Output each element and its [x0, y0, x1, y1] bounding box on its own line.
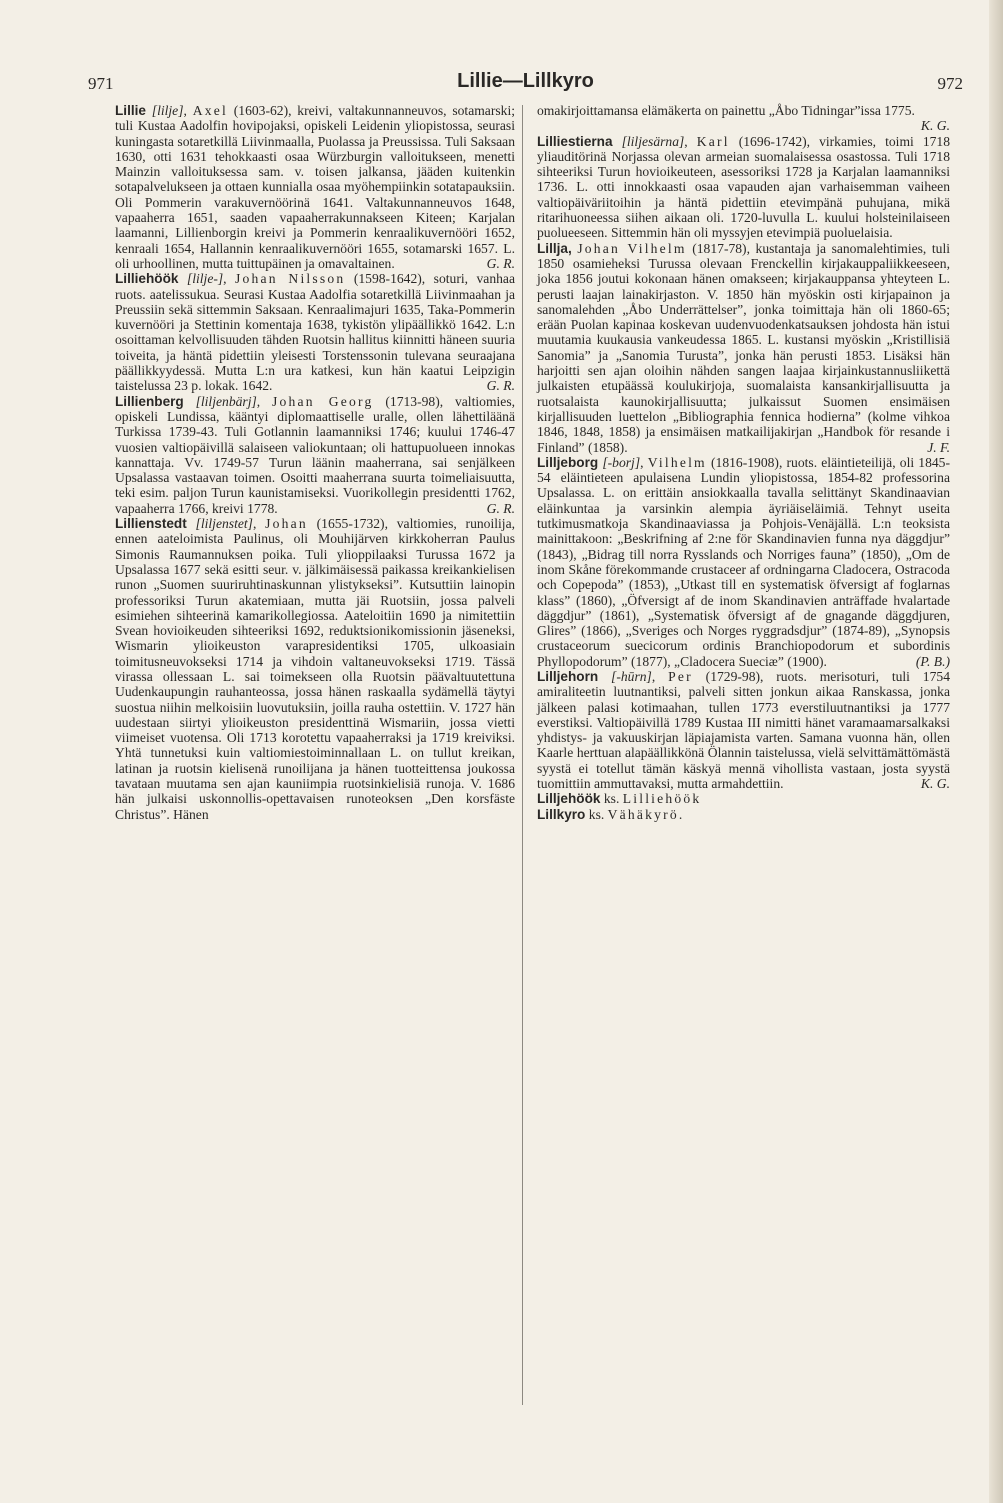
- entry-text: (1729-98), ruots. merisoturi, tuli 1754 amiraliteetin luutnantiksi, palveli sitten jonkun aikaa Ranskassa, jonka jälkeen palasi kotimaahan, tullen 1773 everstiluutnantiksi ja 1777 everstiksi. Valtiopäivillä 1789 Kustaa III nimitti hänet varamaamarsalkaksi yhdistys- ja vakuuskirjan läpiajamista varten. Samana vuonna hän, ollen Kaarle herttuan alapäällikkönä Ölannin taistelussa, vielä selvittämättömästä syystä ei totellut tämän käskyä mennä vihollista vastaan, josta syystä tuomittiin ammuttavaksi, mutta armahdettiin.: [537, 668, 950, 792]
- entry-text: (1816-1908), ruots. eläintieteilijä, oli 1845-54 eläintieteen apulaisena Lundin yliopistossa, 1854-82 professorina Upsalassa. L. on erittäin ansiokkaalla tavalla selittänyt Skandinaavian eläinkuntaa ja varsinkin alempia äyriäiseläimiä. Tehnyt useita tutkimusmatkoja Skandinaaviassa ja Pohjois-Venäjällä. L:n teoksista mainittakoon: „Beskrifning af 2:ne för Skandinavien funna nya däggdjur” (1843), „Bidrag till norra Rysslands och Norriges fauna” (1850), „Om de inom Skåne förekommande crustaceer af ordningarna Cladocera, Ostracoda och Copepoda” (1853), „Utkast till en systematisk öfversigt af foglarnas klass” (1860), „Öfversigt af de inom Skandinavien anträffade hvalartade däggdjur” (1861), „Systematisk öfversigt af de gnagande däggdjuren, Glires” (1866), „Sveriges och Norges ryggradsdjur” (1874-89), „Synopsis crustaceorum suecicorum ordinis Branchiopodorum et subordinis Phyllopodorum” (1877), „Cladocera Sueciæ” (1900).: [537, 454, 950, 669]
- entry-pronunciation: [lilje]: [151, 103, 184, 118]
- dictionary-entry: Lilliehöök [lilje-], Johan Nilsson (1598-1642), soturi, vanhaa ruots. aatelissukua. Seurasi Kustaa Aadolfia sotaretkillä Liivinmaahan ja Preussiin sekä sittemmin Saksaan. Kenraalimajuri 1635, Taka-Pommerin kuvernööri ja Stettinin komentaja 1638, tykistön ylipäällikkö 1642. L:n osoittaman kelvollisuuden tähden Ruotsin hallitus kiinnitti häneen suuria toiveita, ja häntä pidettiin yleisesti Torstenssonin tulevana seuraajana päällikkyydessä. Mutta L:n ura katkesi, kun hän kaatui Leipzigin taistelussa 23 p. lokak. 1642. G. R.: [115, 271, 515, 394]
- page-edge: [989, 0, 1003, 1503]
- entry-text: (1598-1642), soturi, vanhaa ruots. aatelissukua. Seurasi Kustaa Aadolfia sotaretkillä Liivinmaahan ja Preussiin sekä sittemmin Saksaan. Kenraalimajuri 1635, Taka-Pommerin kuvernööri ja Stettinin komentaja 1638, tykistön ylipäällikkö 1642. L:n osoittaman kelvollisuuden tähden Ruotsin hallitus kiinnitti häneen suuria toiveita, ja häntä pidettiin yleisesti Torstenssonin tulevana seuraajana päällikkyydessä. Mutta L:n ura katkesi, kun hän kaatui Leipzigin taistelussa 23 p. lokak. 1642.: [115, 271, 515, 394]
- dictionary-entry: Lillienstedt [liljenstet], Johan (1655-1732), valtiomies, runoilija, ennen aateloimista Paulinus, oli Mouhijärven kirkkoherran Paulus Simonis Raumannuksen poika. Tuli ylioppilaaksi Turussa 1672 ja Upsalassa 1677 sekä esitti seur. v. jälkimäisessä paikassa kreikankielisen runon „Suomen suuriruhtinaskunnan ylistykseksi”. Kutsuttiin lainopin professoriksi Turun akatemiaan, mutta jäi Ruotsiin, jossa palveli esimiehen sihteerinä kamarikollegiossa. Aateloitiin 1690 ja nimitettiin Svean hovioikeuden sihteeriksi 1692, reduktsionikomissionin jäseneksi, Wismarin ylioikeuston varapresidentiksi 1705, ulkoasiain toimitusneuvokseksi 1714 ja vihdoin valtaneuvokseksi 1719. Tässä virassa ollessaan L. sai toimekseen olla Ruotsin päävaltuutettuna Uudenkaupungin rauhanteossa, jossa hänen raskaalla sydämellä täytyi suostua niihin melkoisiin luovutuksiin, joilla rauha ostettiin. V. 1727 hän uudestaan siirtyi ylioikeuston presidenttinä Wismariin, jossa vietti viimeiset vuotensa. Oli 1713 korotettu vapaaherraksi ja 1719 kreiviksi. Yhtä tunnetuksi kuin valtiomiestoiminnallaan L. on tullut kreikan, latinan ja ruotsin kielisenä runoilijana ja hänen tuotteittensa joukossa tavataan muutama sen ajan kauniimpia ruotsinkielisiä runoja. V. 1686 hän julkaisi uskonnollis-opettavaisen runoteoksen „Den korsfäste Christus”. Hänen: [115, 516, 515, 822]
- entry-person-name: Axel: [192, 103, 228, 118]
- entry-signature: (P. B.): [915, 653, 950, 669]
- entry-text: omakirjoittamansa elämäkerta on painettu „Åbo Tidningar”issa 1775.: [537, 103, 915, 118]
- entry-headword: Lilljehöök: [537, 791, 601, 807]
- entry-headword: Lillienstedt: [115, 516, 187, 532]
- dictionary-entry: [537, 791, 950, 806]
- entry-signature: G. R.: [486, 378, 515, 394]
- entry-text: (1817-78), kustantaja ja sanomalehtimies, tuli 1850 osamieheksi Turussa olevaan Frenckellin kirjakauppaliikkeeseen, joka 1856 joutui kokonaan hänen omakseen; kirjakauppansa yhteyteen L. perusti laajan lainakirjaston. V. 1850 hän myöskin osti kirjapainon ja sanomalehden „Åbo Underrättelser”, jonka toimittaja hän oli 1860-65; erään Puolan kapinaa koskevan uudenvuodenkatsauksen johdosta hän istui muutamia kuukausia vankeudessa 1865. L. kustansi myöskin „Kristillisiä Sanomia” ja „Sanomia Turusta”, jonka hän perusti 1853. Lisäksi hän harjoitti sen ajan oloihin nähden sangen laajaa kirjainkustannusliikettä julkaisten etupäässä koulukirjoja, suomalaista kansankirjallisuutta ja ruotsalaista kaunokirjallisuutta; julkaissut Suomen ensimäisen kirjallisuuden luettelon „Bibliographia fennica hodierna” (kolme vihkoa 1846, 1848, 1858) ja ensimäisen matkailijakirjan „Handbok för resande i Finland” (1858).: [537, 240, 951, 455]
- entry-person-name: Per: [668, 668, 693, 684]
- entry-pronunciation: [liljenstet]: [195, 516, 253, 532]
- entry-signature: K. G.: [920, 776, 950, 792]
- dictionary-entry: Lilljehorn [-hūrn], Per (1729-98), ruots. merisoturi, tuli 1754 amiraliteetin luutnantiksi, palveli sitten jonkun aikaa Ranskassa, jonka jälkeen palasi kotimaahan, tullen 1773 everstiluutnantiksi ja 1777 everstiksi. Valtiopäivillä 1789 Kustaa III nimitti hänet varamaamarsalkaksi yhdistys- ja vakuuskirjan läpiajamista varten. Samana vuonna hän, ollen Kaarle herttuan alapäällikkönä Ölannin taistelussa, vielä selvittämättömästä syystä ei totellut tämän käskyä mennä vihollista vastaan, josta syystä tuomittiin ammuttavaksi, mutta armahdettiin. K. G.: [537, 668, 950, 792]
- page-number-left: 971: [88, 74, 114, 93]
- dictionary-entry: [537, 241, 950, 455]
- right-column: [537, 103, 950, 822]
- dictionary-entry: Lillie [lilje], Axel (1603-62), kreivi, valtakunnanneuvos, sotamarski; tuli Kustaa Aadolfin hovipojaksi, opiskeli Leidenin yliopistossa, seurasi kuningasta sotaretkillä Liivinmaalla, Puolassa ja Preussissa. Tuli Saksaan 1630, otti 1631 tehokkaasti osaa Würzburgin valloitukseen, menetti Mainzin valloituksessa sam. v. toisen jalkansa, jääden kuitenkin sotapalvelukseen ja ottaen kunnialla osaa myöhempiinkin sotatapauksiin. Oli Pommerin varakuvernöörinä 1641. Valtakunnanneuvos 1648, vapaaherra 1651, saaden vapaaherrakunnakseen Kiteen; Karjalan laamanni, Lillienborgin kreivi ja Pommerin kenraalikuvernööri 1652, kenraali 1654, Hallannin kenraalikuvernööri 1655, sotamarski 1657. L. oli urhoollinen, mutta tuittupäinen ja omavaltainen. G. R.: [115, 103, 516, 271]
- entry-headword: Lillkyro: [537, 806, 586, 822]
- dictionary-entry: Lilliestierna [liljesärna], Karl (1696-1742), virkamies, toimi 1718 yliauditörinä Norjassa olevan armeian suomalaisessa osastossa. Tuli 1718 sihteeriksi Turun hovioikeuteen, asessoriksi 1728 ja Karjalan laamanniksi 1736. L. otti innokkaasti osaa vapauden ajan varhaisemman vaiheen valtiopäiväriitoihin ja häntä pidettiin etevimpänä puhujana, mikä ritarihuoneessa siihen aikaan oli. 1720-luvulla L. kuului holsteinilaiseen puolueeseen. Sittemmin hän oli myssyjen etevimpiä puoluelaisia.: [537, 133, 951, 241]
- cross-reference: Lilliehöök: [622, 791, 702, 807]
- dictionary-entry: [537, 103, 950, 134]
- entry-headword: Lillienberg: [115, 393, 184, 409]
- entry-signature: G. R.: [486, 500, 515, 516]
- page-header: [88, 68, 963, 98]
- entry-text: ks.: [603, 791, 623, 807]
- entry-text: ks.: [588, 806, 608, 822]
- entry-signature: K. G.: [920, 118, 950, 134]
- entry-headword: Lilljeborg: [537, 454, 599, 470]
- entry-headword: Lillja,: [537, 240, 572, 256]
- entry-person-name: Vilhelm: [647, 454, 707, 470]
- page-number-right: 972: [937, 74, 963, 93]
- dictionary-entry: Lilljeborg [-borj], Vilhelm (1816-1908), ruots. eläintieteilijä, oli 1845-54 eläintieteen apulaisena Lundin yliopistossa, 1854-82 professorina Upsalassa. L. on erittäin ansiokkaalla tavalla selittänyt Skandinaavian eläinkuntaa ja varsinkin alempia äyriäiseläimiä. Tehnyt useita tutkimusmatkoja Skandinaaviassa ja Pohjois-Venäjällä. L:n teoksista mainittakoon: „Beskrifning af 2:ne för Skandinavien funna nya däggdjur” (1843), „Bidrag till norra Rysslands och Norriges fauna” (1850), „Om de inom Skåne förekommande crustaceer af ordningarna Cladocera, Ostracoda och Copepoda” (1853), „Utkast till en systematisk öfversigt af foglarnas klass” (1860), „Öfversigt af de inom Skandinavien anträffade hvalartade däggdjur” (1861), „Systematisk öfversigt af de gnagande däggdjuren, Glires” (1866), „Sveriges och Norges ryggradsdjur” (1874-89), „Synopsis crustaceorum suecicorum ordinis Branchiopodorum et subordinis Phyllopodorum” (1877), „Cladocera Sueciæ” (1900). (P. B.): [537, 454, 950, 669]
- entry-headword: Lillie: [115, 103, 146, 118]
- left-column: [115, 103, 515, 822]
- entry-pronunciation: [liljesärna]: [621, 133, 685, 149]
- entry-text: (1696-1742), virkamies, toimi 1718 yliauditörinä Norjassa olevan armeian suomalaisessa osastossa. Tuli 1718 sihteeriksi Turun hovioikeuteen, asessoriksi 1728 ja Karjalan laamanniksi 1736. L. otti innokkaasti osaa vapauden ajan varhaisemman vaiheen valtiopäiväriitoihin ja häntä pidettiin etevimpänä puhujana, mikä ritarihuoneessa siihen aikaan oli. 1720-luvulla L. kuului holsteinilaiseen puolueeseen. Sittemmin hän oli myssyjen etevimpiä puoluelaisia.: [537, 133, 951, 241]
- entry-headword: Lilliestierna: [537, 133, 613, 149]
- entry-person-name: Johan: [265, 516, 308, 532]
- column-divider: [522, 105, 523, 1405]
- entry-person-name: Johan Georg: [272, 393, 374, 409]
- entry-person-name: Karl: [696, 133, 730, 149]
- entry-signature: G. R.: [486, 255, 515, 271]
- entry-headword: Lilljehorn: [537, 668, 599, 684]
- cross-reference: Vähäkyrö: [607, 806, 679, 822]
- entry-person-name: Johan Nilsson: [235, 271, 346, 287]
- entry-end: .: [678, 806, 683, 822]
- entry-pronunciation: [-borj]: [602, 454, 641, 470]
- dictionary-entry: Lillienberg [liljenbärj], Johan Georg (1713-98), valtiomies, opiskeli Lundissa, kääntyi diplomaattiselle uralle, ollen lähettiläänä Turkissa 1739-43. Tuli Gotlannin laamanniksi 1746; kuului 1746-47 vuosien valtiopäivillä salaiseen valiokuntaan; oli hattupuolueen innokas kannattaja. Vv. 1749-57 Turun läänin maaherrana, sai senjälkeen Upsalassa vastaavan toimen. Osoitti maaherrana suurta toimeliaisuutta, teki esim. paljon Turun kaunistamiseksi. Vuorikollegin presidentti 1762, vapaaherra 1766, kreivi 1778. G. R.: [115, 393, 516, 516]
- entry-headword: Lilliehöök: [115, 271, 179, 287]
- entry-person-name: Johan Vilhelm: [577, 240, 687, 256]
- entry-pronunciation: [liljenbärj]: [195, 393, 257, 409]
- entry-signature: J. F.: [927, 439, 950, 455]
- entry-pronunciation: [lilje-]: [186, 271, 224, 287]
- entry-text: (1655-1732), valtiomies, runoilija, ennen aateloimista Paulinus, oli Mouhijärven kirkkoherran Paulus Simonis Raumannuksen poika. Tuli ylioppilaaksi Turussa 1672 ja Upsalassa 1677 sekä esitti seur. v. jälkimäisessä paikassa kreikankielisen runon „Suomen suuriruhtinaskunnan ylistykseksi”. Kutsuttiin lainopin professoriksi Turun akatemiaan, mutta jäi Ruotsiin, jossa palveli esimiehen sihteerinä kamarikollegiossa. Aateloitiin 1690 ja nimitettiin Svean hovioikeuden sihteeriksi 1692, reduktsionikomissionin jäseneksi, Wismarin ylioikeuston varapresidentiksi 1705, ulkoasiain toimitusneuvokseksi 1714 ja vihdoin valtaneuvokseksi 1719. Tässä virassa ollessaan L. sai toimekseen olla Ruotsin päävaltuutettuna Uudenkaupungin rauhanteossa, jossa hänen raskaalla sydämellä täytyi suostua niihin melkoisiin luovutuksiin, joilla rauha ostettiin. V. 1727 hän uudestaan siirtyi ylioikeuston presidenttinä Wismariin, jossa vietti viimeiset vuotensa. Oli 1713 korotettu vapaaherraksi ja 1719 kreiviksi. Yhtä tunnetuksi kuin valtiomiestoiminnallaan L. on tullut kreikan, latinan ja ruotsin kielisenä runoilijana ja hänen tuotteittensa joukossa tavataan muutama sen ajan kauniimpia ruotsinkielisiä runoja. V. 1686 hän julkaisi uskonnollis-opettavaisen runoteoksen „Den korsfäste Christus”. Hänen: [115, 516, 515, 822]
- entry-text: (1603-62), kreivi, valtakunnanneuvos, sotamarski; tuli Kustaa Aadolfin hovipojaksi, opiskeli Leidenin yliopistossa, seurasi kuningasta sotaretkillä Liivinmaalla, Puolassa ja Preussissa. Tuli Saksaan 1630, otti 1631 tehokkaasti osaa Würzburgin valloitukseen, menetti Mainzin valloituksessa sam. v. toisen jalkansa, jääden kuitenkin sotapalvelukseen ja ottaen kunnialla osaa myöhempiinkin sotatapauksiin. Oli Pommerin varakuvernöörinä 1641. Valtakunnanneuvos 1648, vapaaherra 1651, saaden vapaaherrakunnakseen Kiteen; Karjalan laamanni, Lillienborgin kreivi ja Pommerin kenraalikuvernööri 1652, kenraali 1654, Hallannin kenraalikuvernööri 1655, sotamarski 1657. L. oli urhoollinen, mutta tuittupäinen ja omavaltainen.: [115, 103, 516, 271]
- running-title: Lillie—Lillkyro: [457, 70, 594, 92]
- entry-pronunciation: [-hūrn]: [611, 668, 652, 684]
- dictionary-entry: [537, 807, 950, 822]
- entry-text: (1713-98), valtiomies, opiskeli Lundissa, kääntyi diplomaattiselle uralle, ollen lähettiläänä Turkissa 1739-43. Tuli Gotlannin laamanniksi 1746; kuului 1746-47 vuosien valtiopäivillä salaiseen valiokuntaan; oli hattupuolueen innokas kannattaja. Vv. 1749-57 Turun läänin maaherrana, sai senjälkeen Upsalassa vastaavan toimen. Osoitti maaherrana suurta toimeliaisuutta, teki esim. paljon Turun kaunistamiseksi. Vuorikollegin presidentti 1762, vapaaherra 1766, kreivi 1778.: [115, 393, 516, 516]
